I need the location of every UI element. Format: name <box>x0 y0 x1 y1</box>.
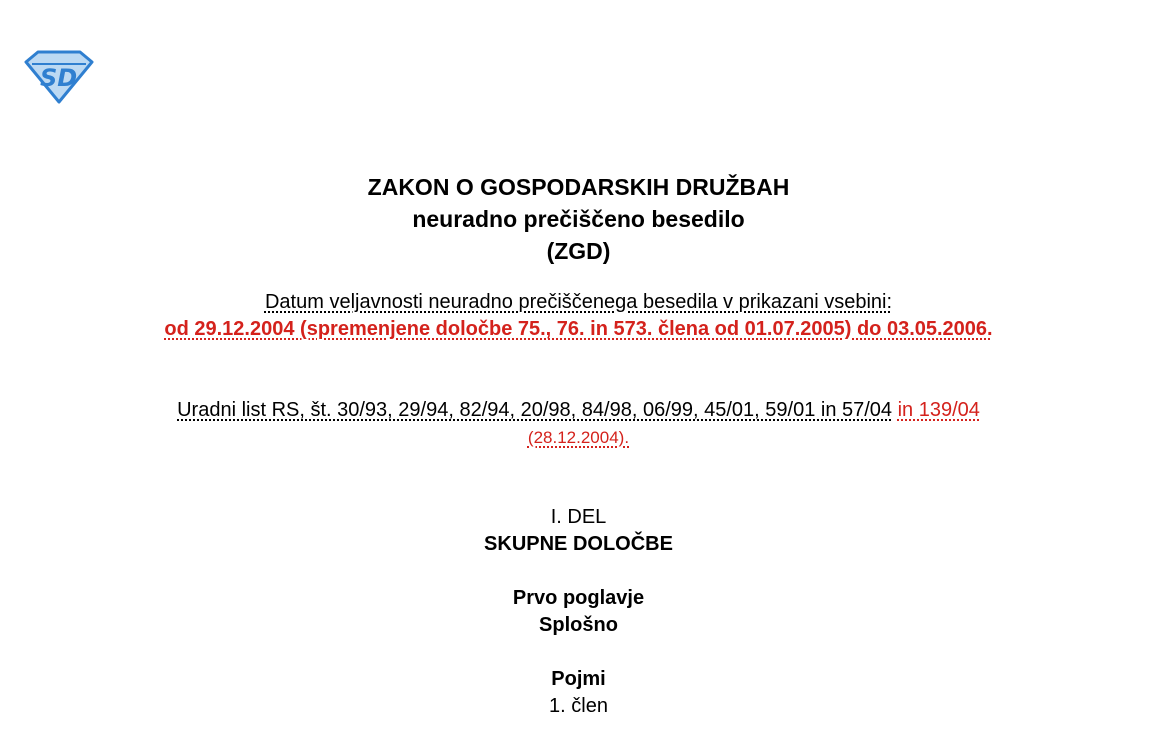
law-title: ZAKON O GOSPODARSKIH DRUŽBAH <box>367 174 790 200</box>
document-title-block <box>0 171 1157 267</box>
gazette-references: Uradni list RS, št. 30/93, 29/94, 82/94, 20/98, 84/98, 06/99, 45/01, 59/01 in 57/04 <box>177 399 893 421</box>
chapter-number: Prvo poglavje <box>512 587 645 609</box>
law-subtitle: neuradno prečiščeno besedilo <box>412 206 745 232</box>
law-abbreviation: (ZGD) <box>546 238 611 264</box>
part-number: I. DEL <box>550 506 607 528</box>
validity-block <box>0 289 1157 343</box>
sd-logo-icon <box>22 48 96 104</box>
section-headings <box>0 504 1157 720</box>
part-title: SKUPNE DOLOČBE <box>484 533 673 555</box>
validity-period: od 29.12.2004 (spremenjene določbe 75., 76. in 573. člena od 01.07.2005) do 03.05.2006. <box>164 318 993 340</box>
gazette-block <box>0 397 1157 451</box>
gazette-addition-date: (28.12.2004). <box>527 428 630 447</box>
gazette-addition: in 139/04 <box>897 399 980 421</box>
chapter-title: Splošno <box>539 614 618 636</box>
svg-text:SD: SD <box>40 64 78 92</box>
article-heading: Pojmi <box>551 668 606 690</box>
article-number: 1. člen <box>549 695 608 717</box>
validity-label: Datum veljavnosti neuradno prečiščenega besedila v prikazani vsebini: <box>264 291 893 313</box>
